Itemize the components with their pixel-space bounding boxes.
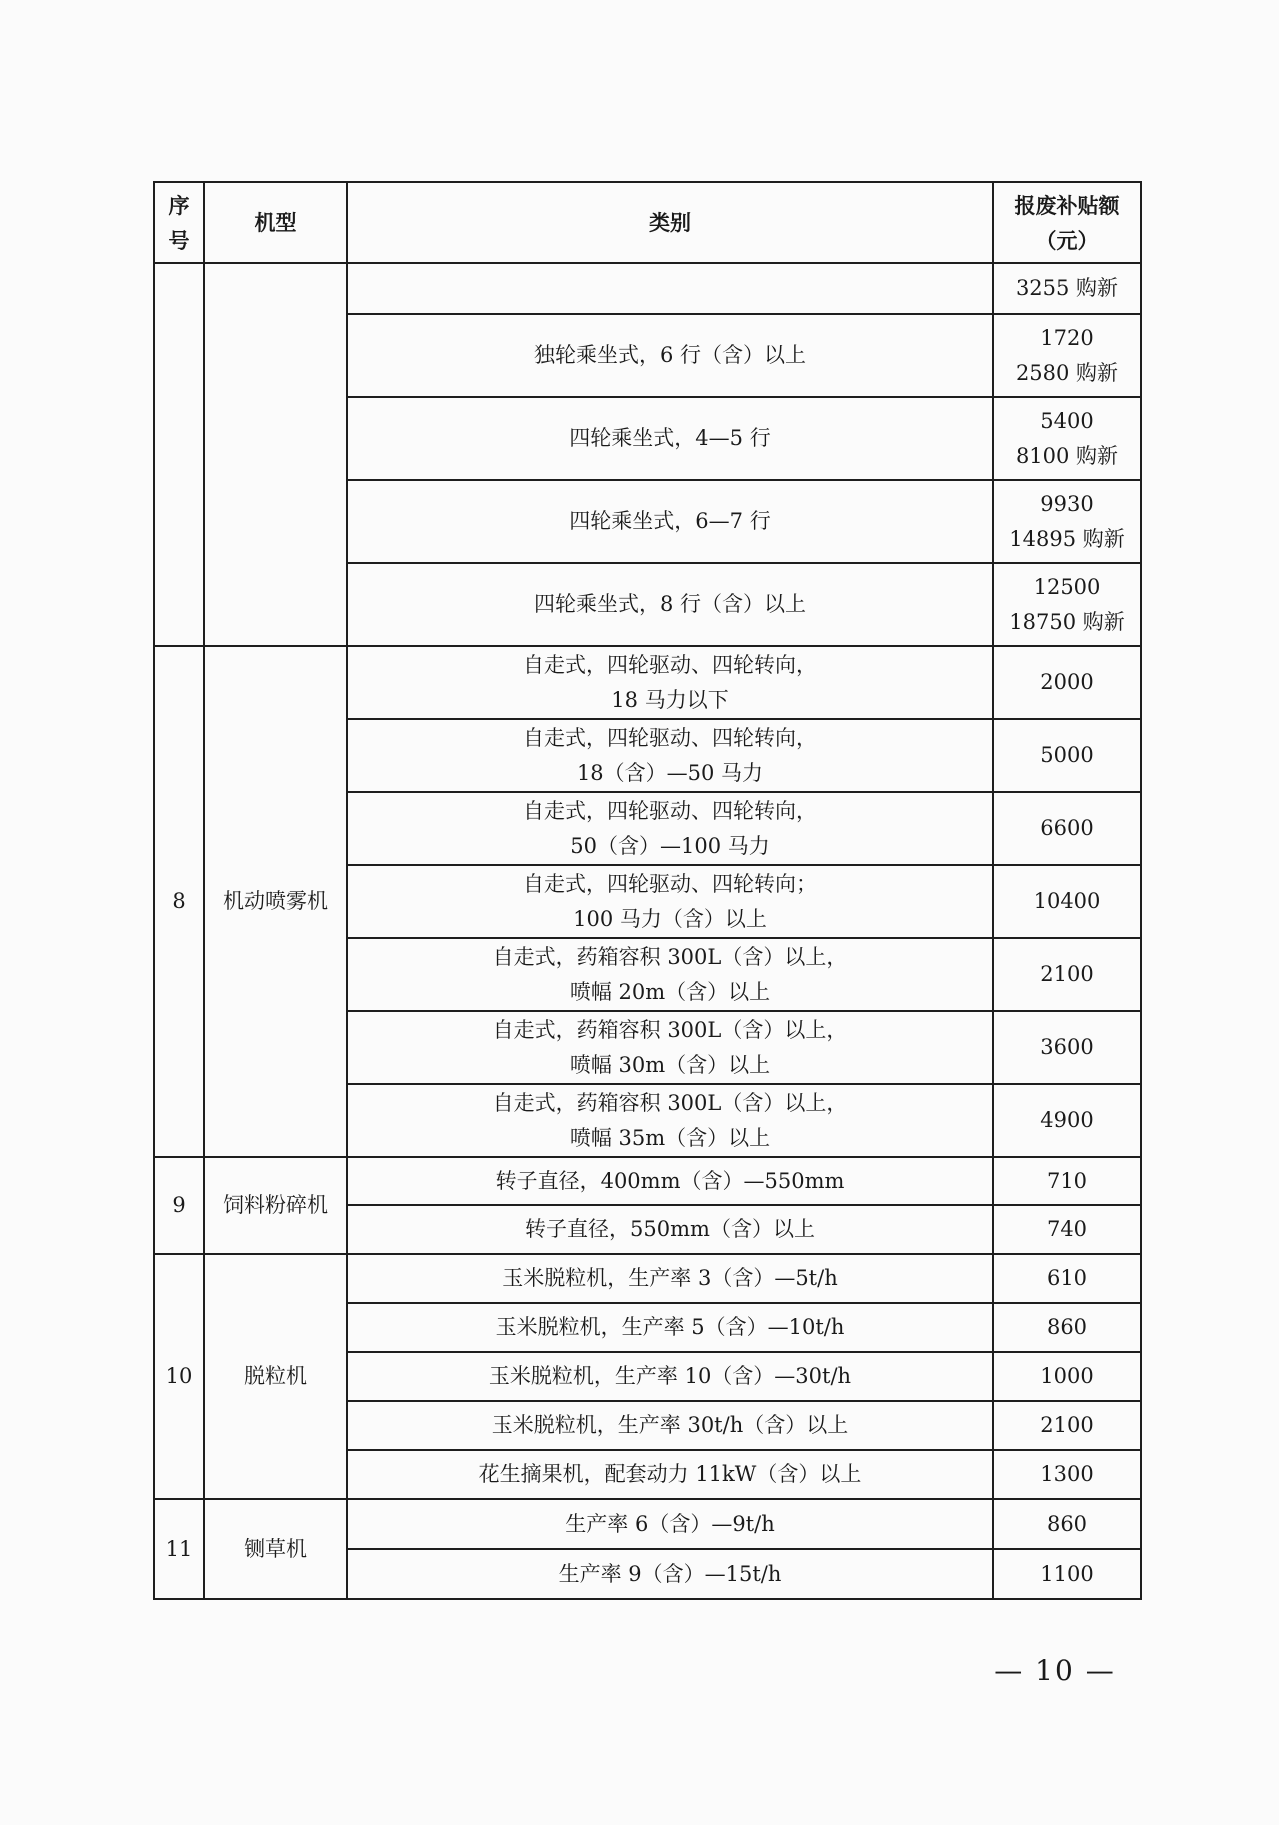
amount-cell: 6600 [993,792,1141,865]
amount-line: 9930 [1040,491,1094,516]
category-line: 50（含）—100 马力 [570,833,770,858]
amount-cell [993,397,1141,480]
amount-line: 5400 [1040,408,1094,433]
category-cell: 生产率 9（含）—15t/h [347,1549,993,1599]
amount-cell: 2100 [993,938,1141,1011]
category-line: 喷幅 20m（含）以上 [569,979,771,1004]
category-cell [347,263,993,314]
amount-line: 2580 购新 [1015,360,1119,385]
category-cell: 玉米脱粒机，生产率 3（含）—5t/h [347,1254,993,1303]
category-line: 自走式，四轮驱动、四轮转向， [523,725,817,750]
category-line: 18 马力以下 [611,687,729,712]
category-line: 自走式，药箱容积 300L（含）以上， [492,1017,848,1042]
amount-cell: 1000 [993,1352,1141,1401]
category-cell: 花生摘果机，配套动力 11kW（含）以上 [347,1450,993,1499]
category-line: 自走式，药箱容积 300L（含）以上， [492,944,848,969]
model-cell [204,263,347,646]
seq-cell: 10 [154,1254,204,1499]
amount-cell: 860 [993,1499,1141,1549]
amount-line: 8100 购新 [1015,443,1119,468]
header-amount-line1: 报废补贴额 [1014,192,1120,218]
amount-line: 18750 购新 [1009,609,1125,634]
category-cell [347,1084,993,1157]
amount-cell: 1300 [993,1450,1141,1499]
category-line: 自走式，四轮驱动、四轮转向， [523,798,817,823]
header-row [154,182,1141,263]
category-cell [347,719,993,792]
amount-cell: 3600 [993,1011,1141,1084]
category-line: 100 马力（含）以上 [573,906,767,931]
model-cell: 脱粒机 [204,1254,347,1499]
category-line: 喷幅 35m（含）以上 [569,1125,771,1150]
table-row [154,1499,1141,1549]
table-row [154,1254,1141,1303]
category-cell: 独轮乘坐式，6 行（含）以上 [347,314,993,397]
category-cell: 生产率 6（含）—9t/h [347,1499,993,1549]
category-cell [347,865,993,938]
seq-cell: 9 [154,1157,204,1254]
amount-line: 14895 购新 [1009,526,1125,551]
amount-line: 1720 [1040,325,1094,350]
amount-cell: 740 [993,1205,1141,1254]
amount-cell: 2000 [993,646,1141,719]
category-line: 自走式，四轮驱动、四轮转向， [523,652,817,677]
header-amount [993,182,1141,263]
category-line: 18（含）—50 马力 [576,760,764,785]
category-cell: 四轮乘坐式，6—7 行 [347,480,993,563]
amount-cell: 5000 [993,719,1141,792]
amount-cell: 4900 [993,1084,1141,1157]
subsidy-table [153,181,1142,1600]
seq-cell [154,263,204,646]
header-model: 机型 [204,182,347,263]
category-cell: 转子直径，550mm（含）以上 [347,1205,993,1254]
category-cell [347,792,993,865]
seq-cell: 8 [154,646,204,1157]
category-line: 喷幅 30m（含）以上 [569,1052,771,1077]
table-row [154,1157,1141,1205]
amount-cell [993,563,1141,646]
header-category: 类别 [347,182,993,263]
table-row [154,263,1141,314]
category-cell: 玉米脱粒机，生产率 5（含）—10t/h [347,1303,993,1352]
header-amount-line2: （元） [1035,227,1099,253]
category-cell: 玉米脱粒机，生产率 30t/h（含）以上 [347,1401,993,1450]
model-cell: 机动喷雾机 [204,646,347,1157]
category-cell [347,646,993,719]
seq-cell: 11 [154,1499,204,1599]
table-row [154,646,1141,719]
category-cell [347,938,993,1011]
amount-cell [993,480,1141,563]
amount-cell: 1100 [993,1549,1141,1599]
category-cell: 四轮乘坐式，4—5 行 [347,397,993,480]
amount-cell: 710 [993,1157,1141,1205]
amount-cell: 860 [993,1303,1141,1352]
amount-cell: 2100 [993,1401,1141,1450]
model-cell: 饲料粉碎机 [204,1157,347,1254]
category-cell: 转子直径，400mm（含）—550mm [347,1157,993,1205]
category-line: 自走式，药箱容积 300L（含）以上， [492,1090,848,1115]
amount-line: 12500 [1033,574,1101,599]
page-number: — 10 — [994,1654,1116,1687]
category-cell [347,1011,993,1084]
category-line: 自走式，四轮驱动、四轮转向； [523,871,817,896]
amount-cell [993,314,1141,397]
amount-cell: 10400 [993,865,1141,938]
category-cell: 玉米脱粒机，生产率 10（含）—30t/h [347,1352,993,1401]
model-cell: 铡草机 [204,1499,347,1599]
amount-cell: 610 [993,1254,1141,1303]
header-seq: 序号 [154,182,204,263]
category-cell: 四轮乘坐式，8 行（含）以上 [347,563,993,646]
amount-cell: 3255 购新 [993,263,1141,314]
